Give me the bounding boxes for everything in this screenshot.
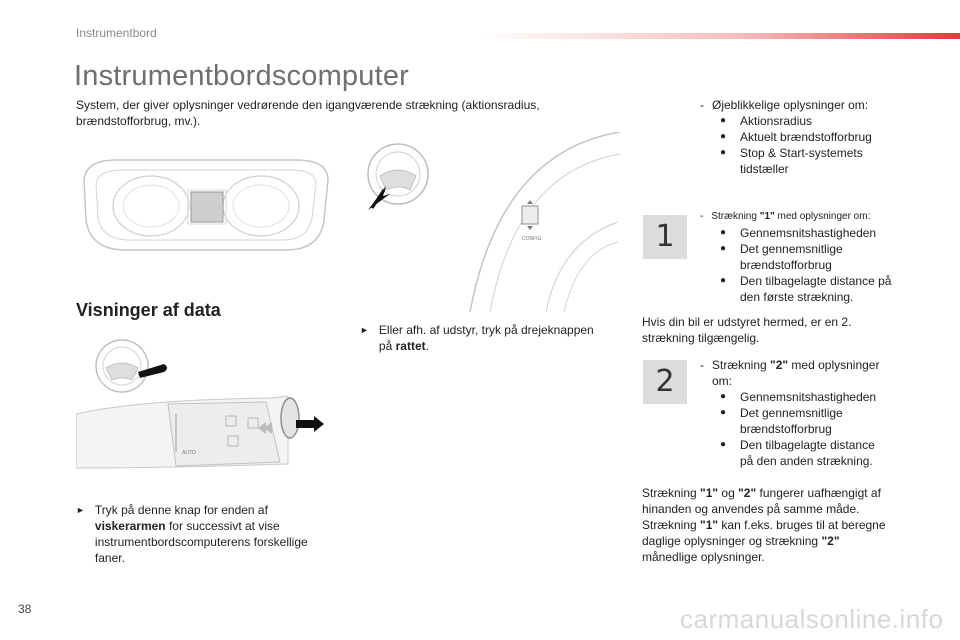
header-rule (480, 33, 960, 39)
steering-wheel-illustration (350, 132, 620, 312)
page-number: 38 (18, 602, 32, 616)
emphasis-rattet: rattet (395, 339, 426, 353)
page-title: Instrumentbordscomputer (74, 60, 410, 92)
trip-2-block: - Strækning "2" med oplysninger om: ● Gennemsnitshastigheden ● Det gennemsnitlige brændstofforbrug ● Den tilbagelagte distance på den anden strækning. (700, 358, 880, 468)
pointer-icon: ► (360, 325, 369, 335)
bullet-icon: ● (720, 227, 727, 238)
instant-info-heading: Øjeblikkelige oplysninger om: (712, 98, 869, 112)
rotate-knob-instruction: ► Eller afh. af udstyr, tryk på drejeknappen på rattet. (360, 323, 594, 353)
trip-1-block: - Strækning "1" med oplysninger om: ● Gennemsnitshastigheden ● Det gennemsnitlige brændstofforbrug ● Den tilbagelagte distance på den første strækning. (700, 211, 892, 304)
bullet-icon: ● (720, 407, 727, 418)
instant-info-block: - Øjeblikkelige oplysninger om: ● Aktionsradius ● Aktuelt brændstofforbrug ● Stop & Start-systemets tidstæller (700, 98, 872, 176)
auto-position-label: AUTO (182, 450, 196, 456)
section-subheading: Visninger af data (76, 300, 221, 320)
config-button-label: CONFIG (522, 236, 542, 242)
bullet-icon: ● (720, 115, 727, 126)
bullet-icon: ● (720, 439, 727, 450)
trip-1-badge: 1 (643, 215, 687, 259)
emphasis-viskerarmen: viskerarmen (94, 519, 166, 533)
bullet-icon: ● (720, 147, 727, 158)
bullet-icon: ● (720, 391, 727, 402)
bullet-icon: ● (720, 131, 727, 142)
intro-text: System, der giver oplysninger vedrørende den igangværende strækning (aktionsradius, brændstofforbrug, mv.). (76, 98, 540, 128)
section-label: Instrumentbord (76, 26, 157, 40)
press-button-instruction: ► Tryk på denne knap for enden af viskerarmen for successivt at vise instrumentbordscomputerens forskellige faner. (76, 503, 308, 565)
bullet-icon: ● (720, 275, 727, 286)
pointer-icon: ► (76, 505, 85, 515)
instrument-cluster-illustration (76, 150, 336, 262)
trip-usage-note: Strækning "1" og "2" fungerer uafhængigt af hinanden og anvendes på samme måde. Strækning "1" kan f.eks. bruges til at beregne daglige oplysninger og strækning "2" månedlige oplysninger. (642, 486, 886, 564)
trip-2-availability-note: Hvis din bil er udstyret hermed, er en 2. strækning tilgængelig. (642, 315, 852, 345)
watermark: carmanualsonline.info (680, 604, 944, 634)
wiper-stalk-illustration (76, 332, 338, 470)
trip-2-badge: 2 (643, 360, 687, 404)
bullet-icon: ● (720, 243, 727, 254)
